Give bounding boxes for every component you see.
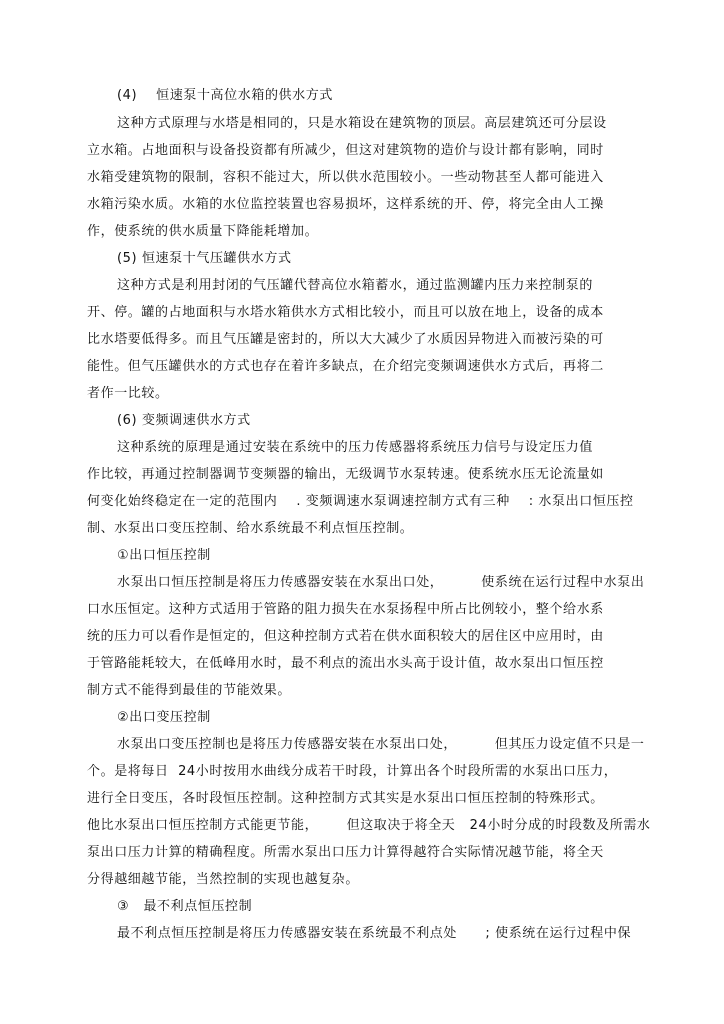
- text-line: 最不利点恒压控制是将压力传感器安装在系统最不利点处 ; 使系统在运行过程中保: [117, 926, 632, 941]
- subsection-heading: ③ 最不利点恒压控制: [117, 899, 253, 914]
- text-line: 水箱污染水质。水箱的水位监控装置也容易损坏，这样系统的开、停，将完全由人工操: [87, 197, 604, 212]
- text-line: 口水压恒定。这种方式适用于管路的阻力损失在水泵扬程中所占比例较小，整个给水系: [87, 602, 604, 617]
- text-line: 泵出口压力计算的精确程度。所需水泵出口压力计算得越符合实际情况越节能，将全天: [87, 845, 604, 860]
- text-line: 这种方式是利用封闭的气压罐代替高位水箱蓄水，通过监测罐内压力来控制泵的: [117, 278, 594, 293]
- text-line: 这种系统的原理是通过安装在系统中的压力传感器将系统压力信号与设定压力值: [117, 440, 594, 455]
- text-line: 者作一比较。: [87, 386, 169, 401]
- text-line: 于管路能耗较大，在低峰用水时，最不利点的流出水头高于设计值，故水泵出口恒压控: [87, 656, 604, 671]
- section-heading: (5) 恒速泵十气压罐供水方式: [117, 251, 292, 266]
- text-line: 统的压力可以看作是恒定的，但这种控制方式若在供水面积较大的居住区中应用时，由: [87, 629, 604, 644]
- text-line: 作比较，再通过控制器调节变频器的输出，无级调节水泵转速。使系统水压无论流量如: [87, 467, 604, 482]
- text-line: 比水塔要低得多。而且气压罐是密封的，所以大大减少了水质因异物进入而被污染的可: [87, 332, 604, 347]
- text-line: 他比水泵出口恒压控制方式能更节能， 但这取决于将全天 24小时分成的时段数及所需水: [87, 818, 651, 833]
- text-line: 个。是将每日 24小时按用水曲线分成若干时段，计算出各个时段所需的水泵出口压力，: [87, 764, 618, 779]
- text-line: 立水箱。占地面积与设备投资都有所减少，但这对建筑物的造价与设计都有影响，同时: [87, 143, 604, 158]
- text-line: 水泵出口变压控制也是将压力传感器安装在水泵出口处， 但其压力设定值不只是一: [117, 737, 645, 752]
- subsection-heading: ②出口变压控制: [117, 710, 211, 725]
- text-line: 进行全日变压，各时段恒压控制。这种控制方式其实是水泵出口恒压控制的特殊形式。: [87, 791, 604, 806]
- text-line: 制方式不能得到最佳的节能效果。: [87, 683, 292, 698]
- text-line: 能性。但气压罐供水的方式也存在着许多缺点，在介绍完变频调速供水方式后，再将二: [87, 359, 604, 374]
- text-line: 作，使系统的供水质量下降能耗增加。: [87, 224, 319, 239]
- text-line: 开、停。罐的占地面积与水塔水箱供水方式相比较小，而且可以放在地上，设备的成本: [87, 305, 604, 320]
- subsection-heading: ①出口恒压控制: [117, 548, 211, 563]
- section-heading: (4) 恒速泵十高位水箱的供水方式: [117, 88, 333, 103]
- text-line: 分得越细越节能，当然控制的实现也越复杂。: [87, 872, 360, 887]
- text-line: 制、水泵出口变压控制、给水系统最不利点恒压控制。: [87, 521, 414, 536]
- text-line: 水箱受建筑物的限制，容积不能过大，所以供水范围较小。一些动物甚至人都可能进入: [87, 170, 604, 185]
- text-line: 这种方式原理与水塔是相同的，只是水箱设在建筑物的顶层。高层建筑还可分层设: [117, 116, 607, 131]
- text-line: 何变化始终稳定在一定的范围内 . 变频调速水泵调速控制方式有三种 : 水泵出口恒压控: [87, 494, 634, 509]
- text-line: 水泵出口恒压控制是将压力传感器安装在水泵出口处， 使系统在运行过程中水泵出: [117, 575, 645, 590]
- section-heading: (6) 变频调速供水方式: [117, 413, 251, 428]
